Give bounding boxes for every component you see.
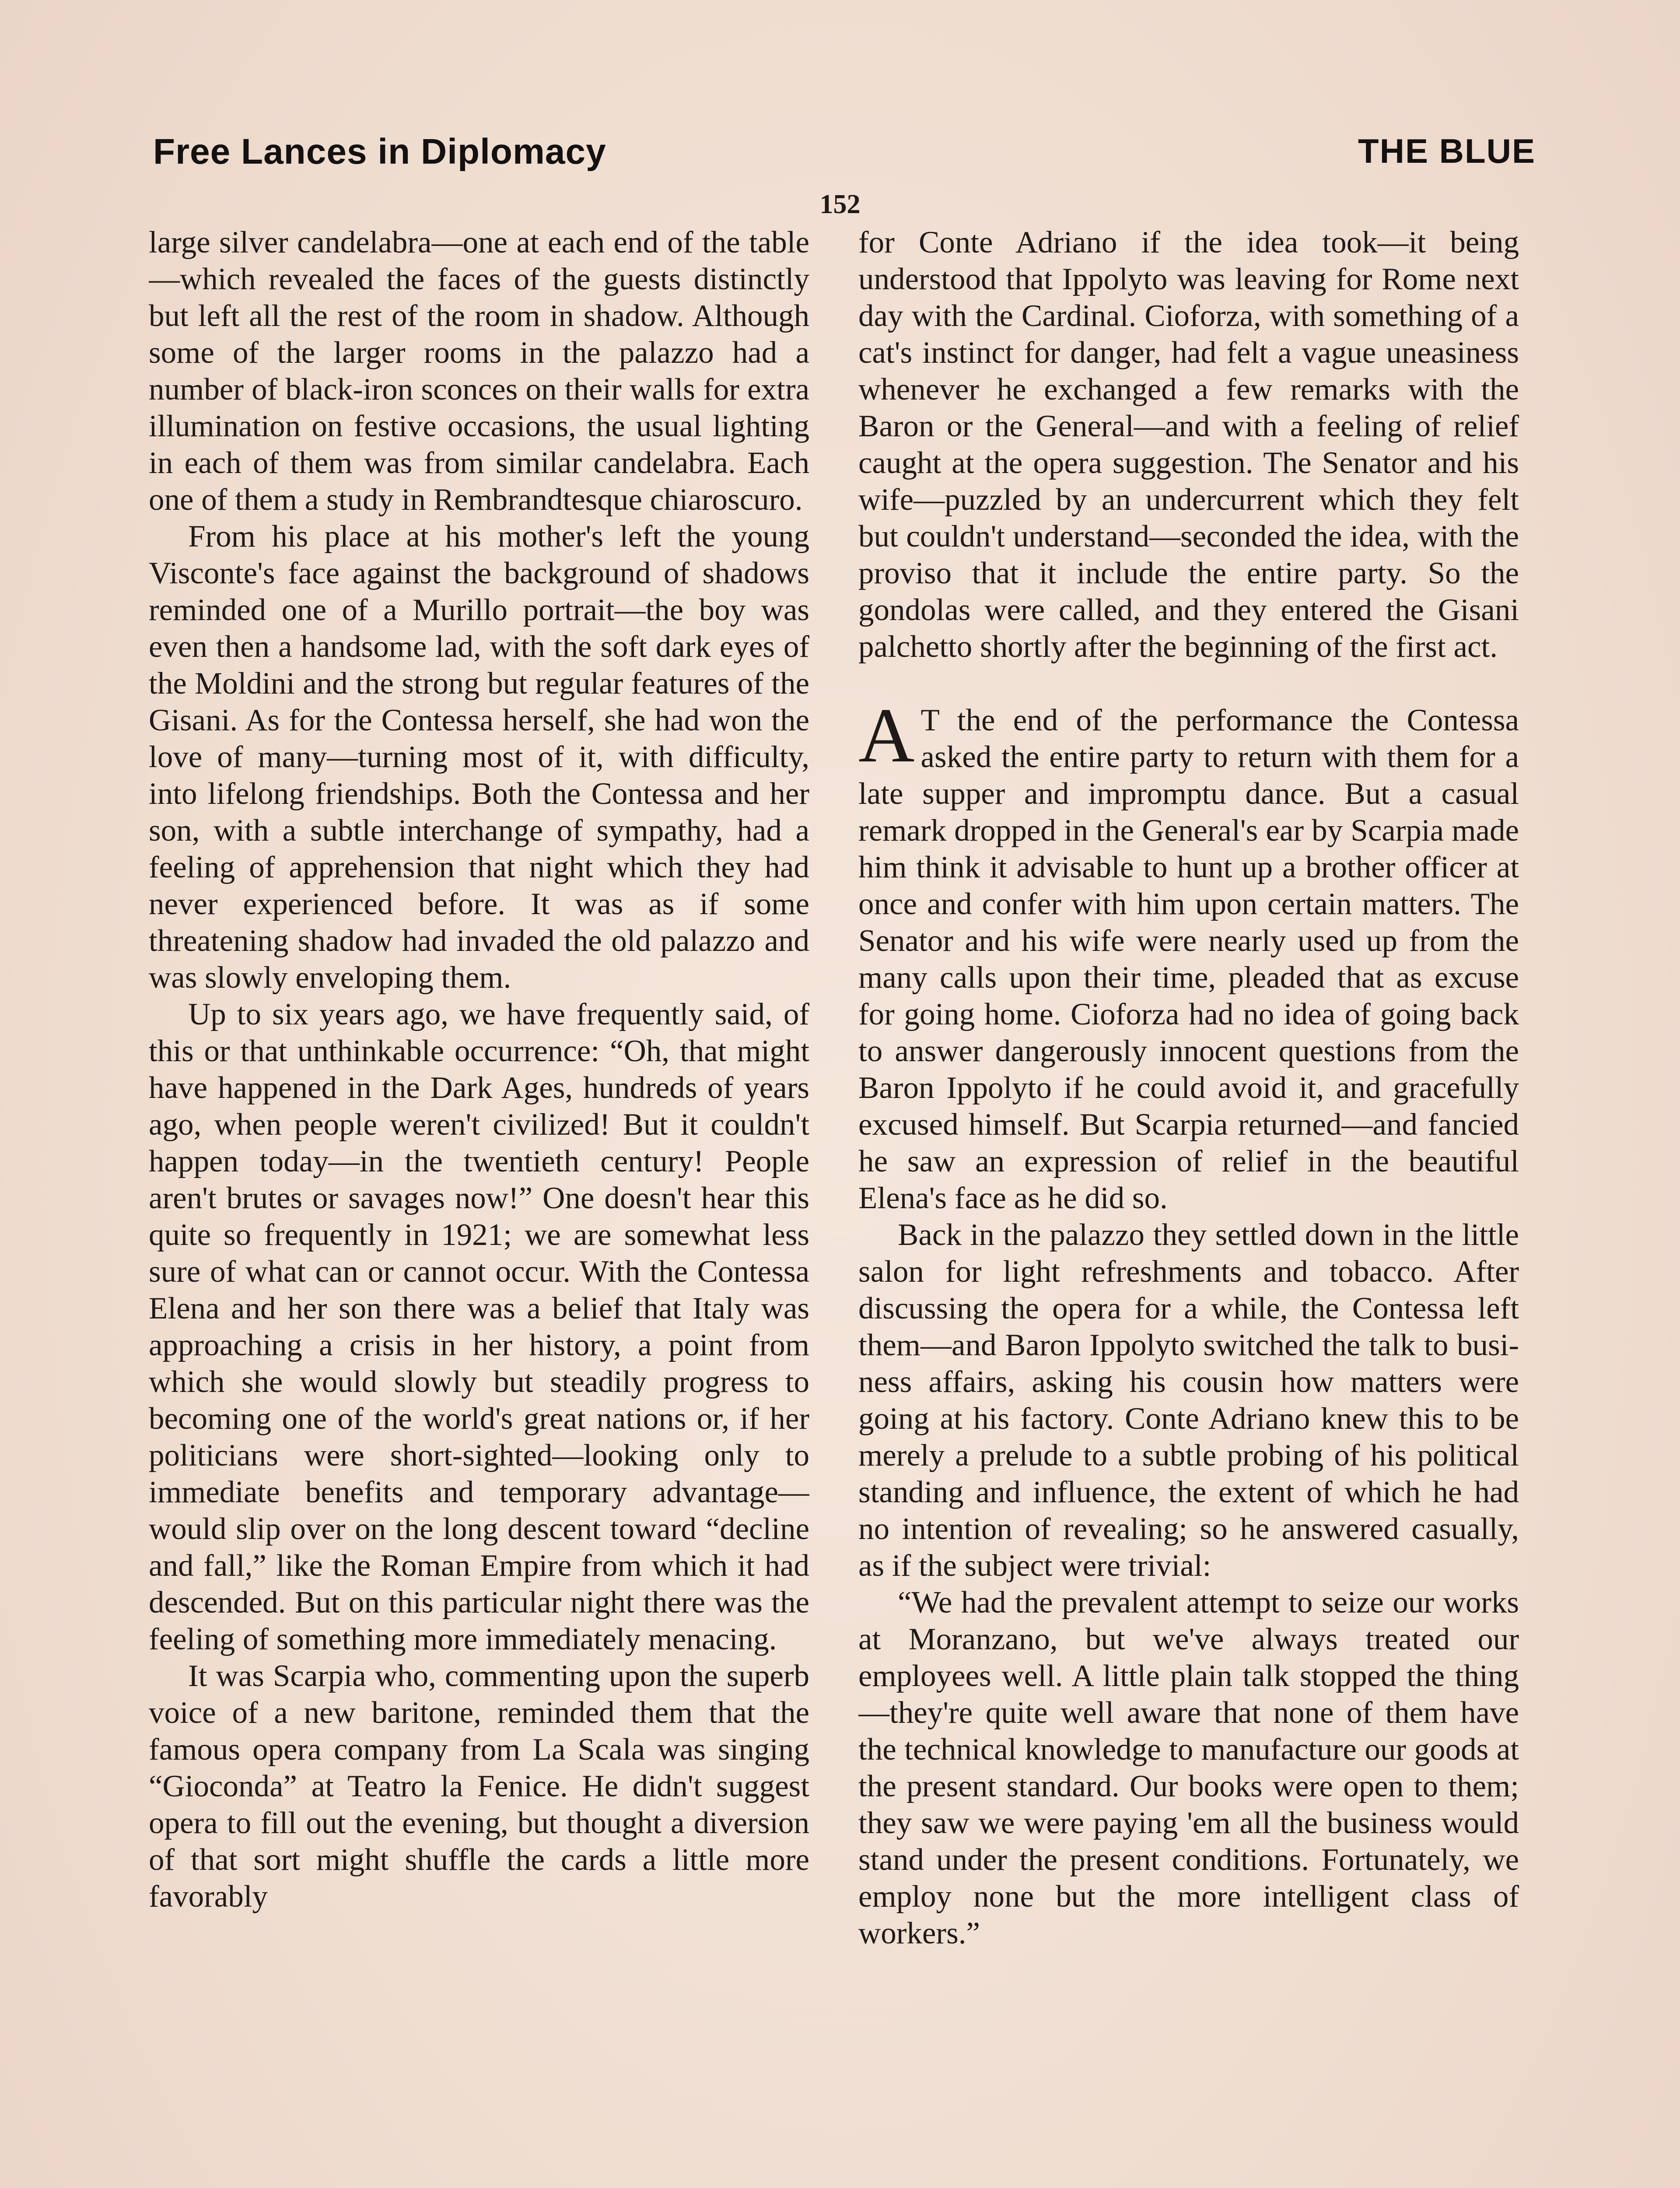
paragraph: Back in the palazzo they settled down in the little salon for light refreshments and tobacco. After discussing the opera for a while, the Contessa left them—and Baron Ippolyto switched the talk to business affairs, asking his cousin how matters were going at his factory. Conte Adriano knew this to be merely a prelude to a subtle probing of his political standing and influence, the extent of which he had no intention of revealing; so he answered casually, as if the subject were trivial: bbox=[858, 1218, 1519, 1583]
paragraph: for Conte Adriano if the idea took—it being understood that Ippolyto was leaving for Rome next day with the Cardinal. Cioforza, with something of a cat's instinct for danger, had felt a vague uneasiness whenever he exchanged a few remarks with the Baron or the General—and with a feeling of relief caught at the opera suggestion. The Senator and his wife—puzzled by an undercurrent which they felt but couldn't understand—seconded the idea, with the proviso that it include the entire party. So the gondolas were called, and they entered the Gisani palchetto shortly after the beginning of the first act. bbox=[858, 225, 1519, 664]
section-opening-paragraph bbox=[858, 692, 1519, 1217]
paragraph-text: T the end of the performance the Contessa asked the entire party to return with them for a late supper and impromptu dance. But a casual remark dropped in the General's ear by Scarpia made him think it advisable to hunt up a brother officer at once and confer with him upon certain matters. The Senator and his wife were nearly used up from the many calls upon their time, pleaded that as excuse for going home. Cioforza had no idea of going back to answer dangerously innocent questions from the Baron Ippolyto if he could avoid it, and gracefully excused himself. But Scarpia returned—and fancied he saw an expression of relief in the beautiful Elena's face as he did so. bbox=[858, 703, 1519, 1215]
paragraph: From his place at his mother's left the young Visconte's face against the background of shadows reminded one of a Murillo portrait—the boy was even then a handsome lad, with the soft dark eyes of the Moldini and the strong but regular features of the Gisani. As for the Contessa herself, she had won the love of many—turning most of it, with difficulty, into lifelong friendships. Both the Contessa and her son, with a subtle interchange of sympathy, had a feeling of apprehension that night which they had never experienced before. It was as if some threatening shadow had invaded the old palazzo and was slowly enveloping them. bbox=[149, 519, 809, 995]
paragraph: large silver candelabra—one at each end of the table—which revealed the faces of the guests distinctly but left all the rest of the room in shadow. Although some of the larger rooms in the palazzo had a number of black-iron sconces on their walls for extra illumination on festive occasions, the usual lighting in each of them was from similar candelabra. Each one of them a study in Rembrandtesque chiaroscuro. bbox=[149, 225, 809, 517]
paragraph: It was Scarpia who, commenting upon the superb voice of a new baritone, reminded them that the famous opera company from La Scala was singing “Gioconda” at Teatro la Fenice. He didn't suggest opera to fill out the evening, but thought a diversion of that sort might shuffle the cards a little more favorably bbox=[149, 1659, 809, 1914]
paragraph: Up to six years ago, we have frequently said, of this or that unthinkable occurrence: “Oh, that might have happened in the Dark Ages, hundreds of years ago, when people weren't civilized! But it couldn't happen today—in the twentieth century! People aren't brutes or savages now!” One doesn't hear this quite so frequently in 1921; we are somewhat less sure of what can or cannot occur. With the Contessa Elena and her son there was a belief that Italy was approaching a crisis in her history, a point from which she would slowly but steadily progress to becoming one of the world's great nations or, if her politicians were short-sighted—looking only to immediate benefits and temporary advantage—would slip over on the long descent toward “decline and fall,” like the Roman Empire from which it had descended. But on this particular night there was the feeling of something more immediately menacing. bbox=[149, 997, 809, 1656]
page-number: 152 bbox=[819, 189, 861, 219]
left-text-column bbox=[149, 224, 809, 2188]
drop-cap: A bbox=[858, 692, 915, 778]
right-text-column bbox=[858, 224, 1519, 2188]
paragraph: “We had the prevalent attempt to seize our works at Moranzano, but we've always treated our employees well. A little plain talk stopped the thing—they're quite well aware that none of them have the technical knowledge to manufacture our goods at the present standard. Our books were open to them; they saw we were paying 'em all the business would stand under the present conditions. Fortunately, we employ none but the more intelligent class of workers.” bbox=[858, 1585, 1519, 1950]
running-title: Free Lances in Diplomacy bbox=[153, 132, 606, 172]
magazine-title: THE BLUE bbox=[1358, 132, 1536, 170]
